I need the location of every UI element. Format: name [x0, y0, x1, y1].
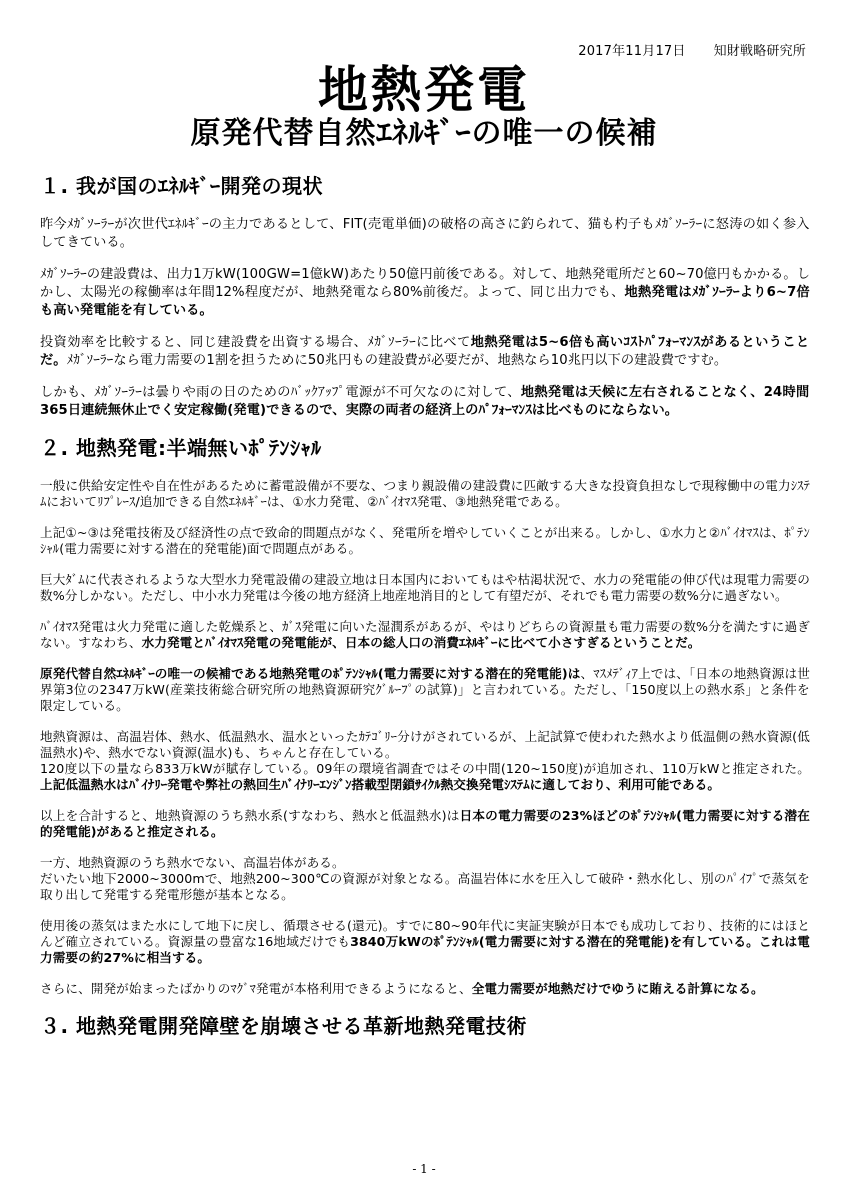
bold-text: 地熱発電は天候に左右されることなく、24時間365日連続無休止でく安定稼働(発電)できるので、実際の両者の経済上のﾊﾟﾌｫｰﾏﾝｽは比べものにならない。 — [40, 385, 810, 418]
bold-text: 全電力需要が地熱だけでゆうに賄える計算になる。 — [471, 981, 764, 996]
text: 上記①~③は発電技術及び経済性の点で致命的問題点がなく、発電所を増やしていくことが出来る。しかし、①水力と②ﾊﾞｲｵﾏｽは、ﾎﾟﾃﾝｼｬﾙ(電力需要に対する潜在的発電能)面で問題点がある。 — [40, 525, 810, 556]
text: 、ﾏｽﾒﾃﾞｨｱ上では、「日本の地熱資源は世界第3位の2347万kW(産業技術総合研究所の地熱資源研究ｸﾞﾙｰﾌﾟの試算)」と言われている。ただし、「150度以上の熱水系」と条件を限定している。 — [40, 666, 810, 713]
bold-text: 3840万kWのﾎﾟﾃﾝｼｬﾙ(電力需要に対する潜在的発電能)を有している。これは電力需要の約27%に相当する。 — [40, 934, 810, 965]
bold-text: 上記低温熱水はﾊﾞｲﾅﾘｰ発電や弊社の熱回生ﾊﾞｲﾅﾘｰｴﾝｼﾞﾝ搭載型閉鎖ｻｲｸﾙ熱交換発電ｼｽﾃﾑに適しており、利用可能である。 — [40, 777, 721, 792]
header-date: 2017年11月17日 — [578, 44, 686, 59]
section-heading: ２. 地熱発電:半端無いﾎﾟﾃﾝｼｬﾙ — [40, 436, 322, 460]
bold-text: 地熱発電は5~6倍も高いｺｽﾄﾊﾟﾌｫｰﾏﾝｽがあるということだ。 — [40, 335, 810, 368]
header-organization: 知財戦略研究所 — [713, 44, 806, 59]
text: 一般に供給安定性や自在性があるために蓄電設備が不要な、つまり親設備の建設費に匹敵する大きな投資負担なしで現稼働中の電力ｼｽﾃﾑにおいてﾘﾌﾟﾚｰｽ/追加できる自然ｴﾈﾙｷﾞｰは、①水力発電、②ﾊﾞｲｵﾏｽ発電、③地熱発電である。 — [40, 478, 810, 509]
section-heading: １. 我が国のｴﾈﾙｷﾞｰ開発の現状 — [40, 174, 324, 198]
section-3 — [40, 1012, 810, 1040]
text: 投資効率を比較すると、同じ建設費を出資する場合、ﾒｶﾞｿｰﾗｰに比べて — [40, 335, 471, 350]
text: 巨大ﾀﾞﾑに代表されるような大型水力発電設備の建設立地は日本国内においてもはや枯渇状況で、水力の発電能の伸び代は現電力需要の数%分しかない。ただし、中小水力発電は今後の地方経済上地産地消目的として有望だが、それでも電力需要の数%分に過ぎない。 — [40, 572, 810, 603]
paragraph — [40, 384, 810, 420]
text: 一方、地熱資源のうち熱水でない、高温岩体がある。 だいたい地下2000~3000mで、地熱200~300℃の資源が対象となる。高温岩体に水を圧入して破砕・熱水化し、別のﾊﾟｲﾌﾟで蒸気を取り出して発電する発電形態が基本となる。 — [40, 855, 810, 902]
paragraph — [40, 572, 810, 604]
bold-text: 日本の電力需要の23%ほどのﾎﾟﾃﾝｼｬﾙ(電力需要に対する潜在的発電能)があると推定される。 — [40, 808, 811, 839]
paragraph — [40, 918, 810, 966]
text: ﾒｶﾞｿｰﾗｰなら電力需要の1割を担うために50兆円もの建設費が必要だが、地熱なら10兆円以下の建設費ですむ。 — [66, 353, 728, 368]
paragraph — [40, 266, 810, 320]
paragraph — [40, 478, 810, 510]
paragraph — [40, 729, 810, 793]
text: 地熱資源は、高温岩体、熱水、低温熱水、温水といったｶﾃｺﾞﾘｰ分けがされているが、上記試算で使われた熱水より低温側の熱水資源(低温熱水)や、熱水でない資源(温水)も、ちゃんと存在している。 120度以下の量なら833万kWが賦存している。09年の環境省調査ではその中間(120~150度)が追加され、110万kWと推定された。 — [40, 729, 810, 776]
paragraph — [40, 334, 810, 370]
header-line — [550, 40, 806, 59]
text: 昨今ﾒｶﾞｿｰﾗｰが次世代ｴﾈﾙｷﾞｰの主力であるとして、FIT(売電単価)の破格の高さに釣られて、猫も杓子もﾒｶﾞｿｰﾗｰに怒涛の如く参入してきている。 — [40, 217, 810, 250]
paragraph — [40, 855, 810, 903]
paragraph — [40, 216, 810, 252]
bold-text: 水力発電とﾊﾞｲｵﾏｽ発電の発電能が、日本の総人口の消費ｴﾈﾙｷﾞｰに比べて小さすぎるということだ。 — [141, 635, 701, 650]
text: さらに、開発が始まったばかりのﾏｸﾞﾏ発電が本格利用できるようになると、 — [40, 981, 472, 996]
bold-text: 原発代替自然ｴﾈﾙｷﾞｰの唯一の候補である地熱発電のﾎﾟﾃﾝｼｬﾙ(電力需要に対する潜在的発電能)は — [40, 666, 581, 681]
section-1 — [40, 172, 810, 420]
page-number: - 1 - — [412, 1162, 436, 1176]
text: ﾊﾞｲｵﾏｽ発電は火力発電に適した乾燥系と、ｶﾞｽ発電に向いた湿潤系があるが、やはりどちらの資源量も電力需要の数%分を満たすに過ぎない。すなわち、 — [40, 619, 810, 650]
section-2 — [40, 434, 810, 997]
text: 以上を合計すると、地熱資源のうち熱水系(すなわち、熱水と低温熱水)は — [40, 808, 460, 823]
paragraph — [40, 808, 810, 840]
text: ﾒｶﾞｿｰﾗｰの建設費は、出力1万kW(100GW=1億kW)あたり50億円前後である。対して、地熱発電所だと60~70億円もかかる。しかし、太陽光の稼働率は年間12%程度だが、地熱発電なら80%前後だ。よって、同じ出力でも、 — [40, 267, 810, 300]
document-title: 地熱発電 — [318, 61, 530, 119]
text: 使用後の蒸気はまた水にして地下に戻し、循環させる(還元)。すでに80~90年代に実証実験が日本でも成功しており、技術的にはほとんど確立されている。資源量の豊富な16地域だけでも — [40, 918, 810, 949]
text: しかも、ﾒｶﾞｿｰﾗｰは曇りや雨の日のためのﾊﾞｯｸｱｯﾌﾟ電源が不可欠なのに対して、 — [40, 385, 521, 400]
paragraph — [40, 666, 810, 714]
paragraph — [40, 981, 810, 997]
paragraph — [40, 619, 810, 651]
document-subtitle: 原発代替自然ｴﾈﾙｷﾞｰの唯一の候補 — [190, 116, 658, 151]
section-heading: ３. 地熱発電開発障壁を崩壊させる革新地熱発電技術 — [40, 1014, 528, 1038]
paragraph — [40, 525, 810, 557]
document-body — [40, 164, 810, 1056]
bold-text: 地熱発電はﾒｶﾞｿｰﾗｰより6~7倍も高い発電能を有している。 — [40, 285, 810, 318]
